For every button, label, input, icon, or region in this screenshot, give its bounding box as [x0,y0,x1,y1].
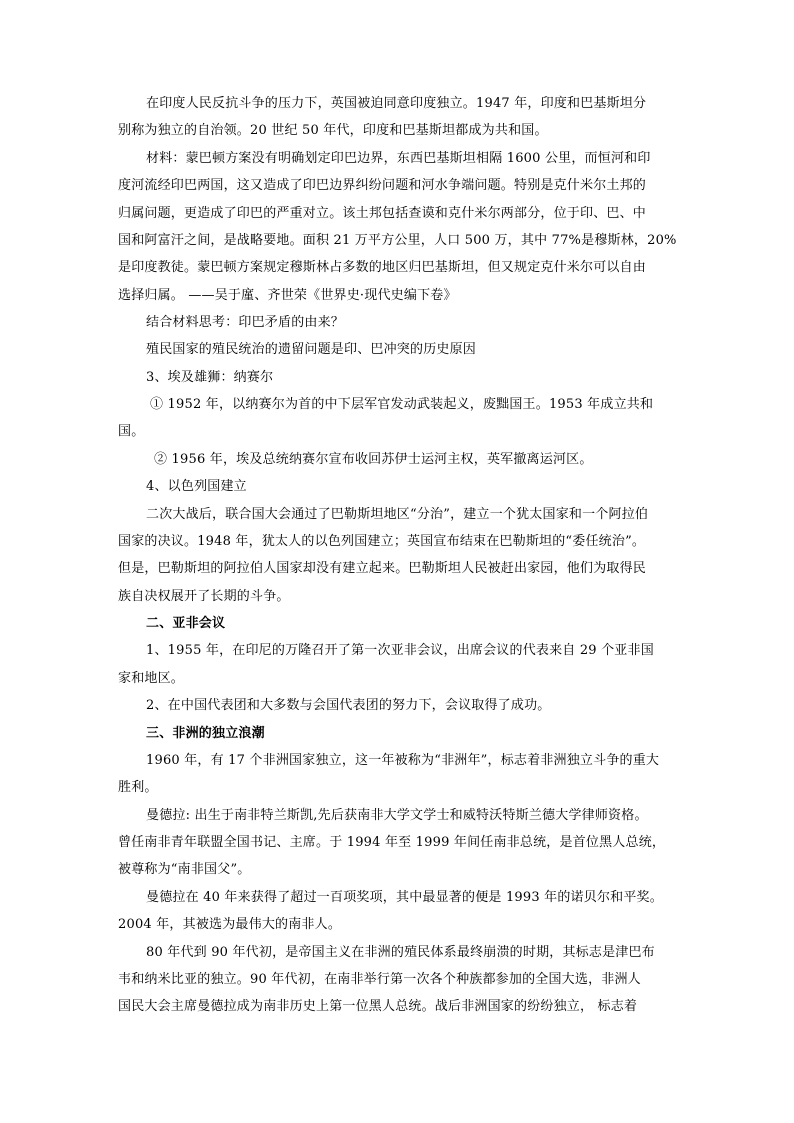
text-line: 2004 年，其被选为最伟大的南非人。 [118,917,342,932]
text-line: 但是，巴勒斯坦的阿拉伯人国家却没有建立起来。巴勒斯坦人民被赶出家园，他们为取得民 [118,561,647,576]
text-line: 结合材料思考：印巴矛盾的由来？ [146,315,345,330]
text-line: 国民大会主席曼德拉成为南非历史上第一位黑人总统。战后非洲国家的纷纷独立， 标志着 [118,999,638,1014]
text-line: 是印度教徒。蒙巴顿方案规定穆斯林占多数的地区归巴基斯坦，但又规定克什米尔可以自由 [118,260,647,275]
text-line: 归属问题，更造成了印巴的严重对立。该土邦包括查谟和克什米尔两部分，位于印、巴、中 [118,206,647,221]
text-line: 族自决权展开了长期的斗争。 [118,589,290,604]
section-heading: 3、埃及雄狮：纳赛尔 [146,370,274,385]
text-line: 被尊称为“南非国父”。 [118,862,251,877]
text-line: 家和地区。 [118,671,185,686]
text-line: ① 1952 年，以纳赛尔为首的中下层军官发动武装起义，废黜国王。1953 年成立共和 [150,397,654,412]
text-line: 别称为独立的自治领。20 世纪 50 年代，印度和巴基斯坦都成为共和国。 [118,123,548,138]
text-line: 1、1955 年，在印尼的万隆召开了第一次亚非会议，出席会议的代表来自 29 个亚非国 [146,643,654,658]
text-line: 胜利。 [118,780,158,795]
section-heading: 三、非洲的独立浪潮 [146,726,265,741]
text-line: 国家的决议。1948 年，犹太人的以色列国建立；英国宣布结束在巴勒斯坦的“委任统治”。 [118,534,646,549]
text-line: 国。 [118,424,145,439]
text-line: 曼德拉: 出生于南非特兰斯凯,先后获南非大学文学士和威特沃特斯兰德大学律师资格。 [146,808,648,823]
text-line: 材料：蒙巴顿方案没有明确划定印巴边界，东西巴基斯坦相隔 1600 公里，而恒河和印 [146,151,651,166]
text-line: 选择归属。 ——吴于廑、齐世荣《世界史·现代史编下卷》 [118,288,457,303]
text-line: 度河流经印巴两国，这又造成了印巴边界纠纷问题和河水争端问题。特别是克什米尔土邦的 [118,178,647,193]
text-line: 国和阿富汗之间，是战略要地。面积 21 万平方公里，人口 500 万，其中 77%是穆斯林，20% [118,233,677,248]
text-line: 80 年代到 90 年代初，是帝国主义在非洲的殖民体系最终崩溃的时期，其标志是津巴布 [146,945,655,960]
text-line: 曾任南非青年联盟全国书记、主席。于 1994 年至 1999 年间任南非总统，是首位黑人总统， [118,835,666,850]
text-line: 殖民国家的殖民统治的遗留问题是印、巴冲突的历史原因 [146,342,477,357]
section-heading: 4、以色列国建立 [146,479,247,494]
text-line: 在印度人民反抗斗争的压力下，英国被迫同意印度独立。1947 年，印度和巴基斯坦分 [146,96,647,111]
text-line: ② 1956 年，埃及总统纳赛尔宣布收回苏伊士运河主权，英军撤离运河区。 [154,452,593,467]
text-line: 2、在中国代表团和大多数与会国代表团的努力下，会议取得了成功。 [146,698,551,713]
section-heading: 二、亚非会议 [146,616,226,631]
text-line: 曼德拉在 40 年来获得了超过一百项奖项，其中最显著的便是 1993 年的诺贝尔和平奖。 [146,890,663,905]
text-line: 韦和纳米比亚的独立。90 年代初，在南非举行第一次各个种族都参加的全国大选，非洲人 [118,972,641,987]
text-line: 二次大战后，联合国大会通过了巴勒斯坦地区“分治”，建立一个犹太国家和一个阿拉伯 [146,507,649,522]
text-line: 1960 年，有 17 个非洲国家独立，这一年被称为“非洲年”，标志着非洲独立斗争的重大 [146,753,660,768]
